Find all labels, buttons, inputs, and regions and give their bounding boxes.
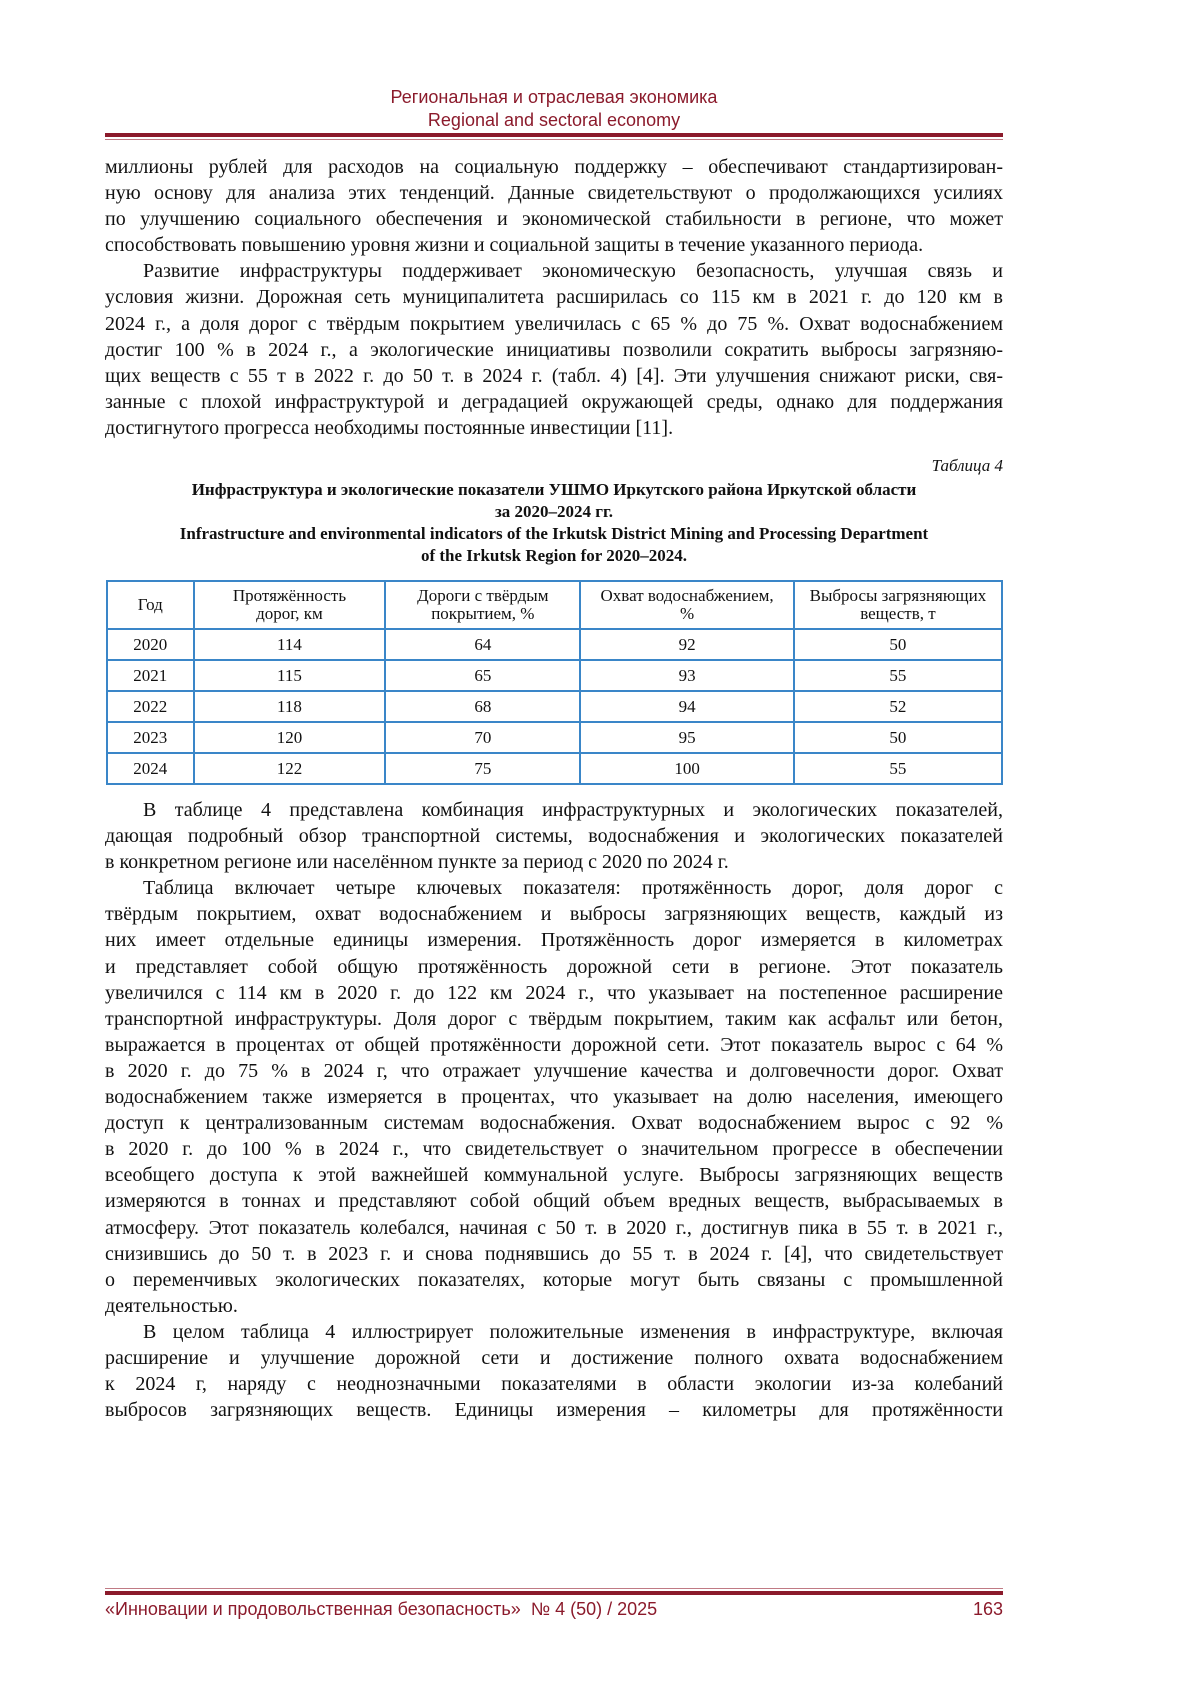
text-line: щих веществ с 55 т в 2022 г. до 50 т. в 2024 г. (табл. 4) [4]. Эти улучшения снижают риски, свя- [105, 364, 1003, 387]
text-line: дающая подробный обзор транспортной системы, водоснабжения и экологических показателей [105, 825, 1003, 848]
table-cell: 100 [580, 753, 794, 784]
text-line: миллионы рублей для расходов на социальную поддержку – обеспечивают стандартизирован- [105, 156, 1003, 178]
table-title [105, 479, 1003, 567]
table-title-line: Infrastructure and environmental indicators of the Irkutsk District Mining and Processing Department [179, 524, 929, 543]
table-cell: 64 [385, 629, 580, 660]
column-header-line: Охват водоснабжением, [600, 586, 774, 605]
text-line: всеобщего доступа к этой важнейшей коммунальной услуге. Выбросы загрязняющих веществ [105, 1164, 1003, 1187]
paragraph [105, 797, 1003, 875]
text-line: увеличился с 114 км в 2020 г. до 122 км 2024 г., что указывает на постепенное расширение [105, 981, 1003, 1004]
table-row [107, 753, 1002, 784]
table-cell: 2021 [107, 660, 194, 691]
table-cell: 92 [580, 629, 794, 660]
paragraph [105, 875, 1003, 1319]
text-line: достигнутого прогресса необходимы постоянные инвестиции [11]. [105, 416, 674, 439]
footer [105, 1599, 1003, 1620]
footer-journal: «Инновации и продовольственная безопасность» № 4 (50) / 2025 [105, 1599, 658, 1619]
header-divider [105, 133, 1003, 140]
header-title-en: Regional and sectoral economy [427, 110, 681, 130]
page-number: 163 [972, 1599, 1003, 1619]
table-cell: 52 [794, 691, 1002, 722]
table-cell: 68 [385, 691, 580, 722]
table-cell: 75 [385, 753, 580, 784]
table-cell: 115 [194, 660, 386, 691]
table-cell: 50 [794, 722, 1002, 753]
table-cell: 50 [794, 629, 1002, 660]
text-line: доступ к централизованным системам водоснабжения. Охват водоснабжением вырос с 92 % [105, 1112, 1003, 1135]
text-line: снизившись до 50 т. в 2023 г. и снова поднявшись до 55 т. в 2024 г. [4], что свидетельствует [105, 1242, 1003, 1265]
table-cell: 122 [194, 753, 386, 784]
table-cell: 120 [194, 722, 386, 753]
text-line: В таблице 4 представлена комбинация инфраструктурных и экологических показателей, [143, 799, 1003, 821]
text-line: в 2020 г. до 100 % в 2024 г., что свидетельствует о значительном прогрессе в обеспечении [105, 1138, 1003, 1161]
paragraph [105, 154, 1003, 258]
table-cell: 65 [385, 660, 580, 691]
text-line: расширение и улучшение дорожной сети и достижение полного охвата водоснабжением [105, 1346, 1003, 1369]
text-line: условия жизни. Дорожная сеть муниципалитета расширилась со 115 км в 2021 г. до 120 км в [105, 286, 1003, 309]
table-header-row [107, 581, 1002, 629]
footer-divider [105, 1588, 1003, 1595]
text-line: в конкретном регионе или населённом пункте за период с 2020 по 2024 г. [105, 851, 729, 874]
text-line: о переменчивых экологических показателях, которые могут быть связаны с промышленной [105, 1268, 1003, 1291]
body-text-bottom [105, 797, 1003, 1423]
table-cell: 94 [580, 691, 794, 722]
text-line: занные с плохой инфраструктурой и деградацией окружающей среды, однако для поддержания [105, 390, 1003, 413]
text-line: 2024 г., а доля дорог с твёрдым покрытием увеличилась с 65 % до 75 %. Охват водоснабжением [105, 312, 1003, 335]
text-line: ную основу для анализа этих тенденций. Данные свидетельствуют о продолжающихся усилиях [105, 182, 1003, 205]
text-line: способствовать повышению уровня жизни и социальной защиты в течение указанного периода. [105, 234, 924, 257]
table-cell: 55 [794, 753, 1002, 784]
column-header [385, 581, 580, 629]
text-line: измеряются в тоннах и представляют собой общий объем вредных веществ, выбрасываемых в [105, 1190, 1003, 1213]
table-number: Таблица 4 [931, 456, 1003, 475]
table-row [107, 629, 1002, 660]
text-line: выбросов загрязняющих веществ. Единицы измерения – километры для протяжённости [105, 1399, 1003, 1422]
table-row [107, 660, 1002, 691]
text-line: Развитие инфраструктуры поддерживает экономическую безопасность, улучшая связь и [143, 260, 1003, 283]
text-line: и представляет собой общую протяжённость дорожной сети в регионе. Этот показатель [105, 955, 1003, 978]
text-line: Таблица включает четыре ключевых показателя: протяжённость дорог, доля дорог с [143, 877, 1003, 900]
column-header-line: веществ, т [860, 604, 936, 623]
table-row [107, 691, 1002, 722]
table-cell: 55 [794, 660, 1002, 691]
table-cell: 70 [385, 722, 580, 753]
table-cell: 118 [194, 691, 386, 722]
text-line: в 2020 г. до 75 % в 2024 г, что отражает улучшение качества и долговечности дорог. Охват [105, 1059, 1003, 1082]
text-line: транспортной инфраструктуры. Доля дорог с твёрдым покрытием, таким как асфальт или бетон, [105, 1007, 1003, 1030]
table-cell: 2024 [107, 753, 194, 784]
body-text-top [105, 154, 1003, 441]
table-row [107, 722, 1002, 753]
table-cell: 114 [194, 629, 386, 660]
text-line: В целом таблица 4 иллюстрирует положительные изменения в инфраструктуре, включая [143, 1320, 1003, 1343]
table-cell: 2022 [107, 691, 194, 722]
table-cell: 2023 [107, 722, 194, 753]
column-header-line: Протяжённость [232, 586, 347, 605]
text-line: по улучшению социального обеспечения и экономической стабильности в регионе, что может [105, 208, 1003, 231]
text-line: деятельностью. [105, 1294, 238, 1317]
column-header [580, 581, 794, 629]
column-header-line: Выбросы загрязняющих [809, 586, 987, 605]
column-header-line: дорог, км [256, 604, 323, 623]
running-header [105, 86, 1003, 132]
column-header [194, 581, 386, 629]
text-line: твёрдым покрытием, охват водоснабжением и выбросы загрязняющих веществ, каждый из [105, 903, 1003, 926]
table-cell: 2020 [107, 629, 194, 660]
text-line: атмосферу. Этот показатель колебался, начиная с 50 т. в 2020 г., достигнув пика в 55 т. в 2021 г., [105, 1216, 1003, 1239]
text-line: достиг 100 % в 2024 г., а экологические инициативы позволили сократить выбросы загрязняю- [105, 338, 1003, 361]
table-title-line: of the Irkutsk Region for 2020–2024. [420, 546, 688, 565]
table-cell: 93 [580, 660, 794, 691]
column-header-line: Дороги с твёрдым [417, 586, 549, 605]
indicators-table [106, 580, 1003, 785]
text-line: к 2024 г, наряду с неоднозначными показателями в области экологии из-за колебаний [105, 1373, 1003, 1396]
table-title-line: Инфраструктура и экологические показатели УШМО Иркутского района Иркутской области [191, 480, 917, 499]
table-title-line: за 2020–2024 гг. [494, 502, 614, 521]
text-line: выражается в процентах от общей протяжённости дорожной сети. Этот показатель вырос с 64 % [105, 1033, 1003, 1056]
text-line: них имеет отдельные единицы измерения. Протяжённость дорог измеряется в километрах [105, 929, 1003, 952]
column-header [107, 581, 194, 629]
column-header-line: Год [137, 595, 163, 614]
paragraph [105, 1319, 1003, 1423]
column-header-line: покрытием, % [431, 604, 535, 623]
column-header [794, 581, 1002, 629]
paragraph [105, 258, 1003, 441]
column-header-line: % [679, 604, 695, 623]
header-title-ru: Региональная и отраслевая экономика [390, 87, 718, 107]
text-line: водоснабжением также измеряется в процентах, что указывает на долю населения, имеющего [105, 1086, 1003, 1109]
table-cell: 95 [580, 722, 794, 753]
